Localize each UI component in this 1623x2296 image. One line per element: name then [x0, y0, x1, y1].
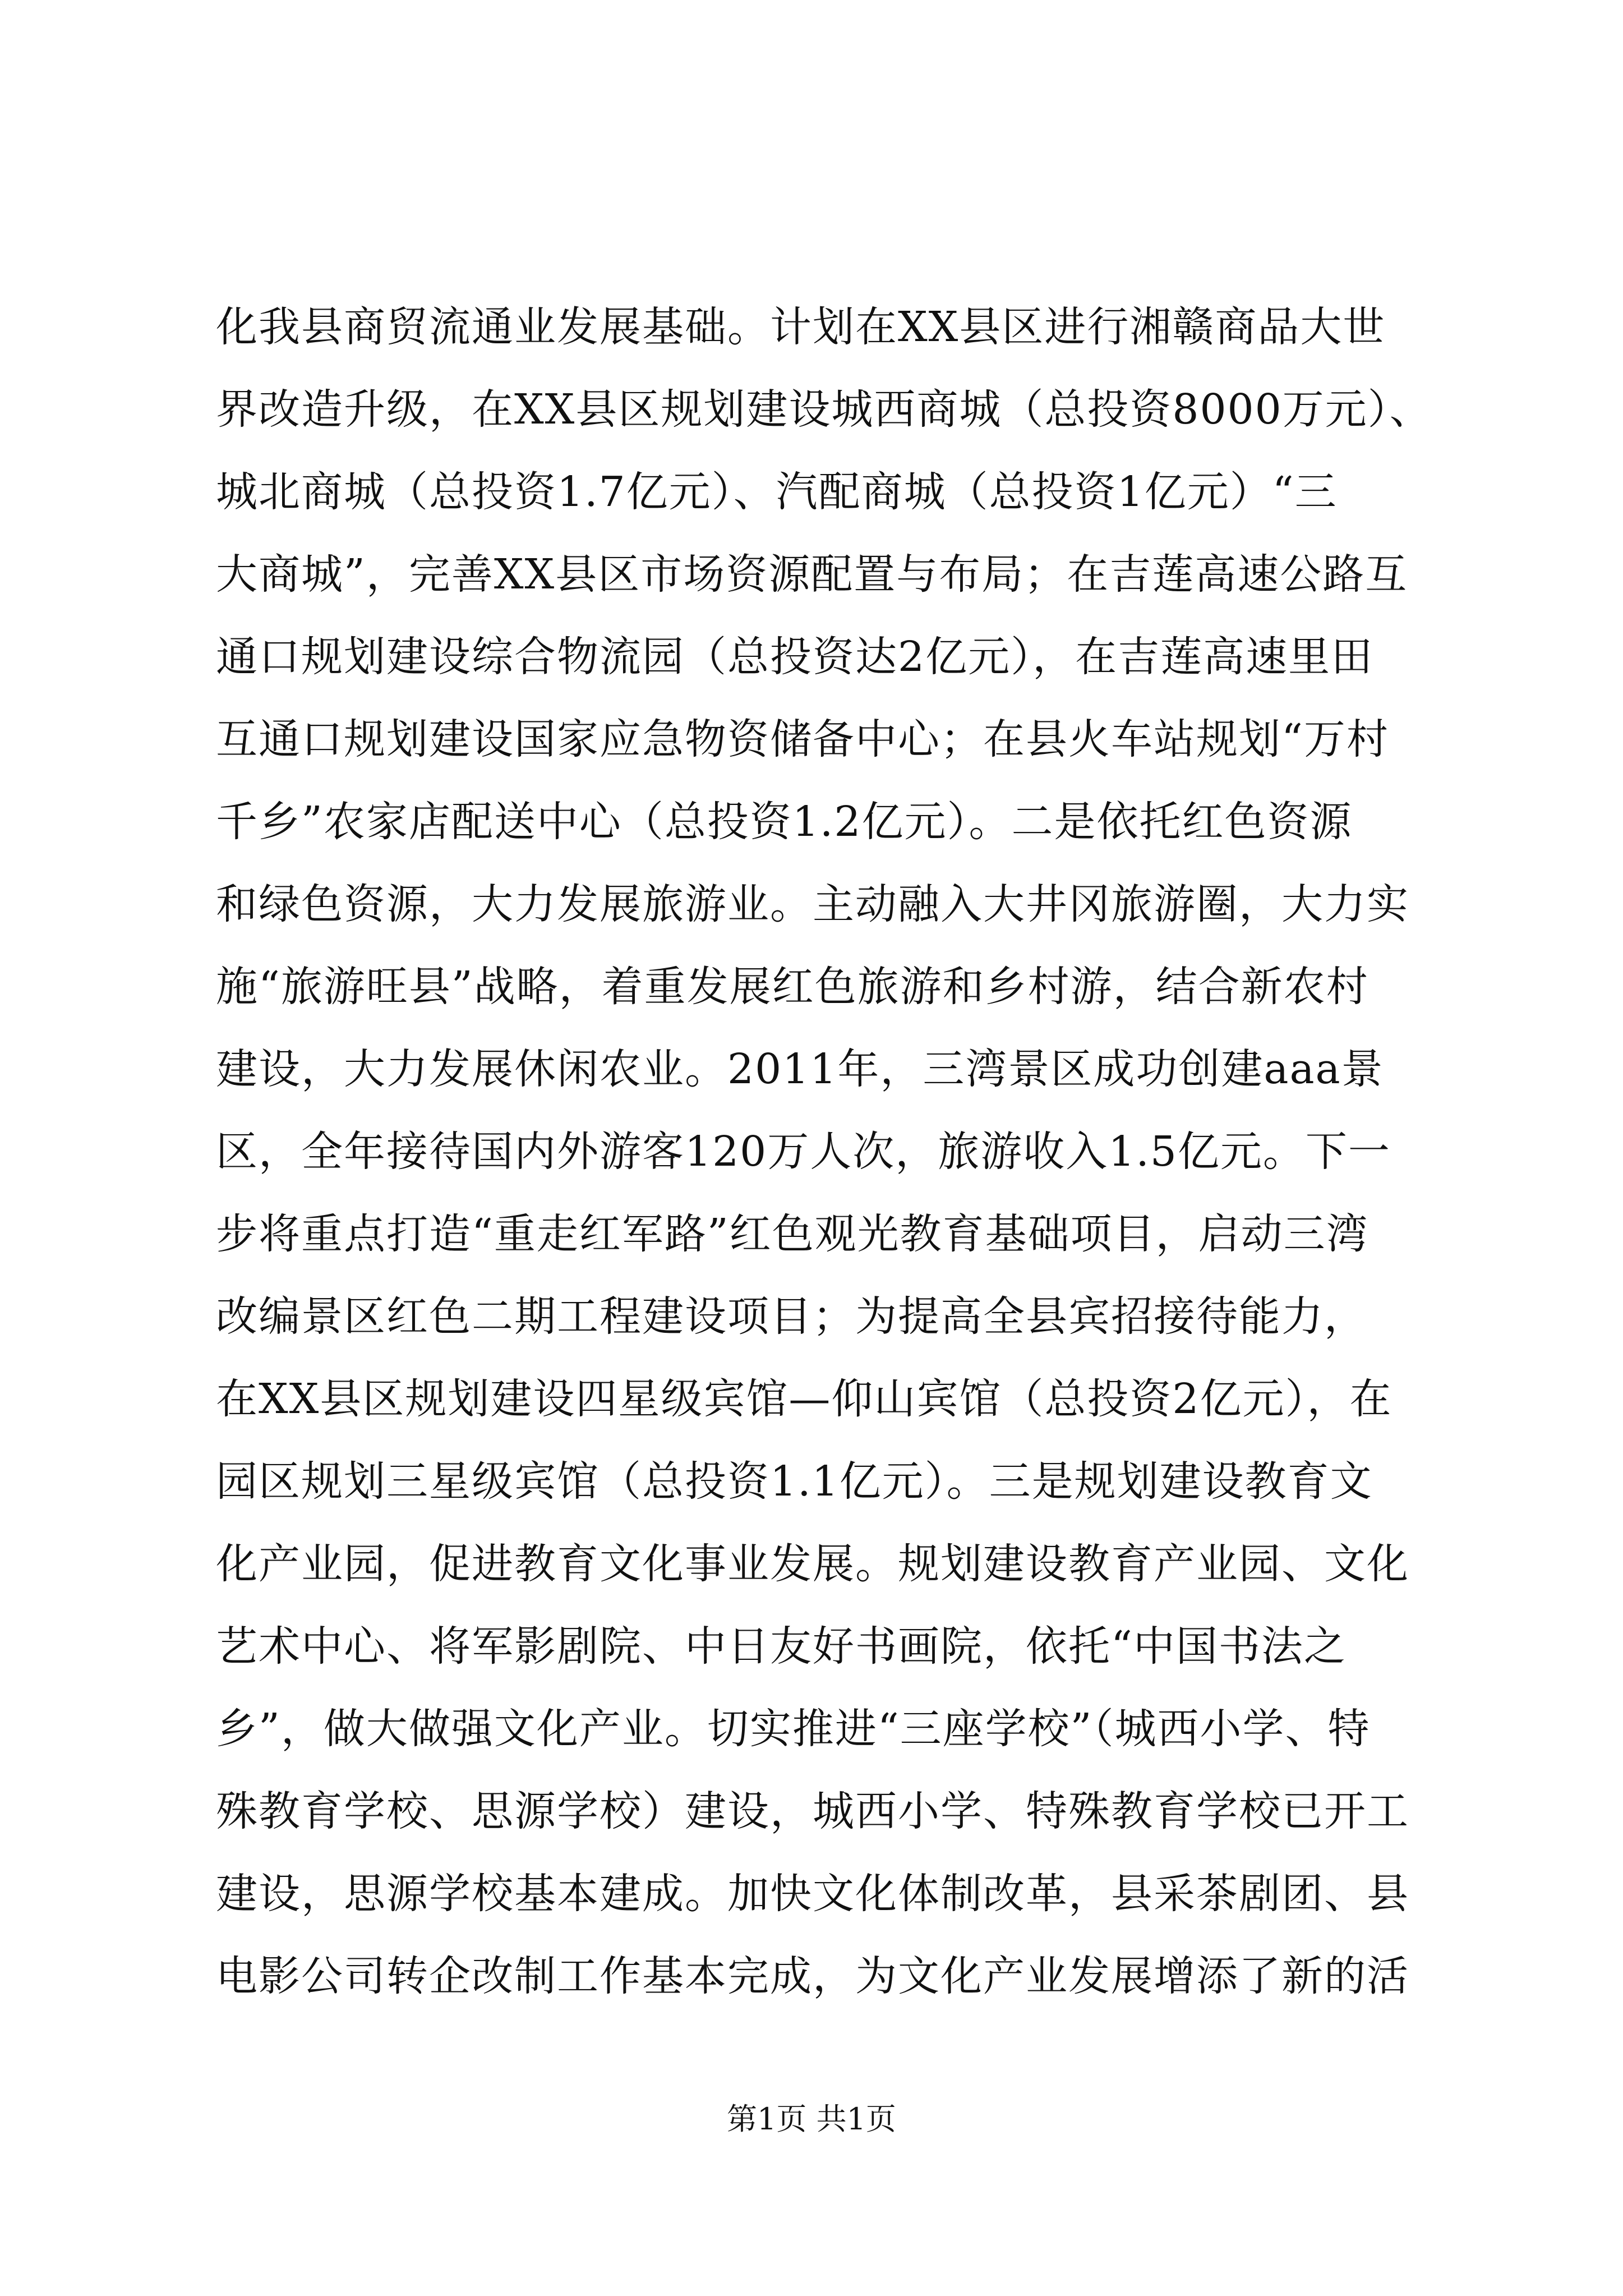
text-line: 改编景区红色二期工程建设项目；为提高全县宾招接待能力，: [216, 1292, 1367, 1341]
text-line: 界改造升级，在XX县区规划建设城西商城（总投资8000万元）、: [216, 385, 1432, 434]
text-line: 建设，大力发展休闲农业。2011年，三湾景区成功创建aaa景: [216, 1045, 1384, 1093]
text-line: 化产业园，促进教育文化事业发展。规划建设教育产业园、文化: [216, 1540, 1409, 1588]
page-footer: [0, 2097, 1623, 2142]
text-line: 在XX县区规划建设四星级宾馆—仰山宾馆（总投资2亿元），在: [216, 1375, 1393, 1423]
text-line: 园区规划三星级宾馆（总投资1.1亿元）。三是规划建设教育文: [216, 1457, 1373, 1506]
text-line: 艺术中心、将军影剧院、中日友好书画院，依托“中国书法之: [216, 1622, 1347, 1671]
text-line: 千乡”农家店配送中心（总投资1.2亿元）。二是依托红色资源: [216, 798, 1353, 846]
text-line: 电影公司转企改制工作基本完成，为文化产业发展增添了新的活: [216, 1952, 1409, 2000]
body-paragraph: [216, 286, 1432, 2018]
text-line: 建设，思源学校基本建成。加快文化体制改革，县采茶剧团、县: [216, 1870, 1409, 1918]
text-line: 乡”，做大做强文化产业。切实推进“三座学校”（城西小学、特: [216, 1705, 1371, 1753]
text-line: 殊教育学校、思源学校）建设，城西小学、特殊教育学校已开工: [216, 1787, 1409, 1835]
text-line: 互通口规划建设国家应急物资储备中心；在县火车站规划“万村: [216, 715, 1389, 763]
text-line: 施“旅游旺县”战略，着重发展红色旅游和乡村游，结合新农村: [216, 963, 1369, 1011]
text-line: 通口规划建设综合物流园（总投资达2亿元），在吉莲高速里田: [216, 633, 1374, 681]
text-line: 和绿色资源，大力发展旅游业。主动融入大井冈旅游圈，大力实: [216, 880, 1409, 928]
text-line: 城北商城（总投资1.7亿元）、汽配商城（总投资1亿元）“三: [216, 468, 1338, 516]
text-line: 大商城”，完善XX县区市场资源配置与布局；在吉莲高速公路互: [216, 550, 1408, 599]
text-line: 区，全年接待国内外游客120万人次，旅游收入1.5亿元。下一: [216, 1128, 1391, 1176]
page-number-label: 第1页 共1页: [727, 2101, 896, 2137]
text-line: 步将重点打造“重走红军路”红色观光教育基础项目，启动三湾: [216, 1210, 1369, 1258]
text-line: 化我县商贸流通业发展基础。计划在XX县区进行湘赣商品大世: [216, 303, 1386, 351]
